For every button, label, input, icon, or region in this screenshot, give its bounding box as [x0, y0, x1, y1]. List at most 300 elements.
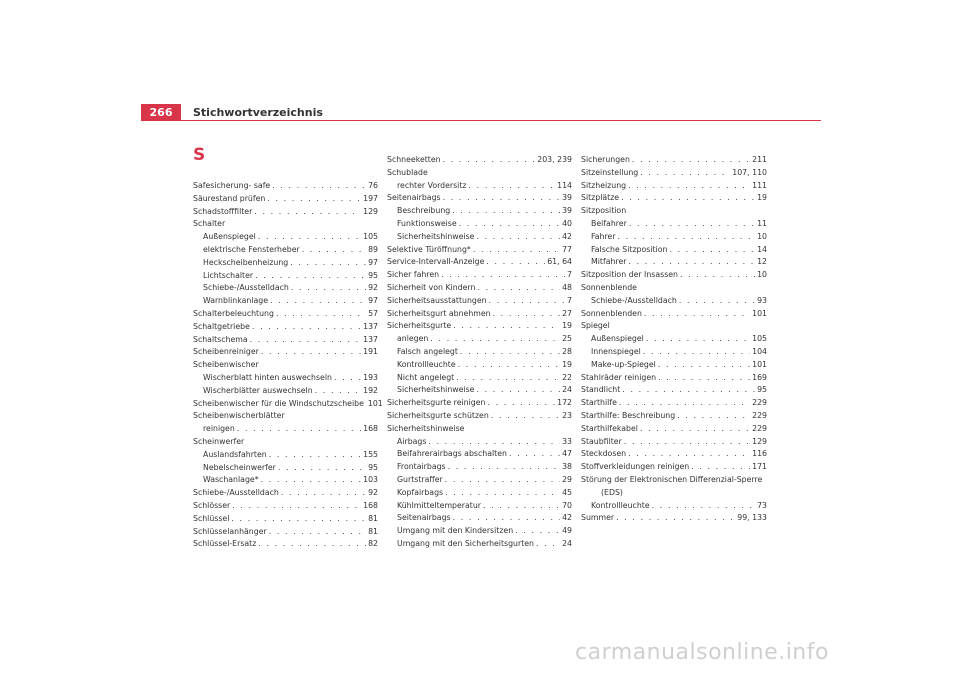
index-entry — [387, 525, 572, 538]
index-page-ref: 211 — [752, 155, 767, 164]
index-page-ref: 10 — [757, 231, 767, 241]
dot-leader — [276, 308, 366, 321]
dot-leader — [669, 244, 755, 257]
index-column-3 — [581, 154, 767, 525]
index-page-ref: 22 — [562, 372, 572, 382]
index-term: Starthilfe — [581, 398, 617, 408]
index-term: Sicherheitsausstattungen — [387, 295, 487, 305]
index-term: Airbags — [397, 436, 427, 446]
index-page-ref: 39 — [562, 206, 572, 216]
index-entry — [581, 256, 767, 269]
index-entry — [581, 244, 767, 257]
index-page-ref: 192 — [363, 385, 378, 395]
index-entry — [193, 346, 378, 359]
dot-leader — [453, 320, 560, 333]
index-entry — [387, 256, 572, 269]
index-page-ref: 95 — [368, 270, 378, 280]
index-term: Mitfahrer — [591, 257, 627, 267]
index-term: Innenspiegel — [591, 346, 641, 356]
index-entry — [387, 372, 572, 385]
dot-leader — [622, 384, 755, 397]
index-page-ref: 229 — [752, 398, 767, 408]
index-term: Beschreibung — [397, 206, 451, 216]
dot-leader — [493, 308, 560, 321]
dot-leader — [448, 461, 560, 474]
index-page-ref: 77 — [562, 244, 572, 254]
dot-leader — [677, 410, 750, 423]
index-entry — [581, 205, 767, 218]
index-entry — [581, 410, 767, 423]
index-entry — [193, 231, 378, 244]
index-entry — [581, 359, 767, 372]
index-page-ref: 101 — [752, 359, 767, 369]
index-entry — [387, 512, 572, 525]
index-term: Kopfairbags — [397, 487, 444, 497]
index-term: Sicherungen — [581, 155, 630, 164]
index-term: Umgang mit den Kindersitzen — [397, 526, 514, 536]
index-term: Lichtschalter — [203, 270, 254, 280]
index-page-ref: 97 — [368, 257, 378, 267]
dot-leader — [619, 397, 750, 410]
dot-leader — [453, 512, 560, 525]
index-entry — [581, 192, 767, 205]
index-entry — [581, 320, 767, 333]
dot-leader — [476, 384, 560, 397]
index-term: Beifahrerairbags abschalten — [397, 449, 507, 459]
index-page-ref: 172 — [557, 398, 572, 408]
dot-leader — [278, 462, 366, 475]
dot-leader — [452, 205, 560, 218]
index-page-ref: 168 — [363, 424, 378, 434]
dot-leader — [458, 359, 560, 372]
index-term: Säurestand prüfen — [193, 193, 266, 203]
index-term: Sicherheitsgurte schützen — [387, 410, 489, 420]
index-page-ref: 73 — [757, 500, 767, 510]
dot-leader — [232, 500, 361, 513]
dot-leader — [270, 295, 366, 308]
dot-leader — [428, 436, 560, 449]
index-entry — [193, 436, 378, 449]
index-page-ref: 169 — [752, 372, 767, 382]
index-entry — [387, 474, 572, 487]
index-entry — [387, 448, 572, 461]
dot-leader — [281, 487, 366, 500]
dot-leader — [658, 372, 750, 385]
index-term: Störung der Elektronischen Differenzial-Sperre — [581, 474, 763, 484]
index-entry — [193, 487, 378, 500]
index-term: Schlüsselanhänger — [193, 526, 267, 536]
dot-leader — [536, 538, 560, 551]
index-page-ref: 28 — [562, 346, 572, 356]
index-term: Make-up-Spiegel — [591, 359, 656, 369]
index-term: Kontrollleuchte — [397, 359, 456, 369]
index-term: (EDS) — [601, 487, 623, 497]
index-page-ref: 7 — [567, 295, 572, 305]
index-term: Waschanlage* — [203, 475, 259, 485]
index-entry — [193, 308, 378, 321]
dot-leader — [640, 167, 730, 180]
index-entry — [193, 500, 378, 513]
index-page-ref: 7 — [567, 270, 572, 280]
index-entry — [193, 538, 378, 551]
index-entry — [581, 308, 767, 321]
index-entry — [387, 346, 572, 359]
index-page-ref: 193 — [363, 372, 378, 382]
index-page-ref: 81 — [368, 526, 378, 536]
index-term: Scheibenreiniger — [193, 347, 259, 357]
index-page-ref: 25 — [562, 334, 572, 344]
index-entry — [193, 372, 378, 385]
index-entry — [581, 218, 767, 231]
index-entry — [193, 334, 378, 347]
index-page-ref: 14 — [757, 244, 767, 254]
index-entry — [387, 295, 572, 308]
index-term: Sitzplätze — [581, 193, 620, 203]
index-entry — [387, 384, 572, 397]
dot-leader — [250, 334, 361, 347]
index-term: Schalterbeleuchtung — [193, 308, 274, 318]
index-term: Außenspiegel — [591, 334, 644, 344]
dot-leader — [441, 269, 565, 282]
index-entry — [387, 167, 572, 180]
index-term: Falsche Sitzposition — [591, 244, 668, 254]
section-letter: S — [193, 145, 206, 165]
index-term: Schlüssel — [193, 513, 230, 523]
index-term: Schiebe-/Ausstelldach — [591, 295, 677, 305]
index-term: Außenspiegel — [203, 232, 256, 242]
dot-leader — [483, 500, 560, 513]
index-term: Schlösser — [193, 500, 231, 510]
index-entry — [387, 244, 572, 257]
index-page-ref: 48 — [562, 282, 572, 292]
index-entry — [387, 320, 572, 333]
dot-leader — [261, 474, 362, 487]
index-entry — [581, 333, 767, 346]
index-entry — [193, 218, 378, 231]
index-page-ref: 61, 64 — [547, 257, 572, 267]
index-page-ref: 105 — [363, 232, 378, 242]
index-entry — [387, 410, 572, 423]
index-term: Scheibenwischerblätter — [193, 411, 285, 421]
index-page-ref: 103 — [363, 475, 378, 485]
index-page-ref: 111 — [752, 180, 767, 190]
index-term: Schadstofffilter — [193, 206, 253, 216]
index-entry — [193, 474, 378, 487]
index-entry — [193, 206, 378, 219]
index-term: Sicherheitshinweise — [397, 231, 475, 241]
index-page-ref: 191 — [363, 347, 378, 357]
dot-leader — [237, 423, 361, 436]
index-page-ref: 95 — [757, 385, 767, 395]
index-page-ref: 10 — [757, 270, 767, 280]
index-entry — [193, 321, 378, 334]
index-page-ref: 99, 133 — [737, 513, 767, 523]
index-term: Auslandsfahrten — [203, 449, 267, 459]
dot-leader — [290, 257, 366, 270]
index-page-ref: 19 — [757, 193, 767, 203]
index-term: Starthilfe: Beschreibung — [581, 410, 676, 420]
index-term: Seitenairbags — [397, 513, 451, 523]
dot-leader — [315, 385, 361, 398]
dot-leader — [430, 333, 560, 346]
index-page-ref: 23 — [562, 410, 572, 420]
index-page-ref: 203, 239 — [537, 155, 572, 164]
index-term: Sitzheizung — [581, 180, 627, 190]
index-page-ref: 104 — [752, 346, 767, 356]
index-term: Sicherheitsgurte reinigen — [387, 398, 486, 408]
dot-leader — [628, 180, 750, 193]
index-page-ref: 137 — [363, 321, 378, 331]
index-page-ref: 168 — [363, 500, 378, 510]
dot-leader — [272, 180, 366, 193]
index-entry — [387, 333, 572, 346]
index-entry — [193, 462, 378, 475]
dot-leader — [443, 154, 536, 167]
index-page-ref: 70 — [562, 500, 572, 510]
index-page-ref: 97 — [368, 296, 378, 306]
dot-leader — [515, 525, 560, 538]
index-term: Scheibenwischer — [193, 360, 259, 370]
index-entry — [193, 295, 378, 308]
header-divider — [141, 120, 821, 121]
index-term: Service-Intervall-Anzeige — [387, 257, 485, 267]
dot-leader — [456, 372, 560, 385]
index-entry — [581, 372, 767, 385]
index-term: Schiebe-/Ausstelldach — [203, 283, 289, 293]
index-page-ref: 129 — [363, 206, 378, 216]
dot-leader — [643, 346, 750, 359]
index-page-ref: 129 — [752, 436, 767, 446]
index-page-ref: 76 — [368, 181, 378, 190]
index-page-ref: 24 — [562, 385, 572, 395]
dot-leader — [680, 269, 755, 282]
index-page-ref: 81 — [368, 513, 378, 523]
index-page-ref: 47 — [562, 449, 572, 459]
dot-leader — [621, 192, 755, 205]
index-page-ref: 33 — [562, 436, 572, 446]
index-page-ref: 105 — [752, 334, 767, 344]
index-entry — [581, 231, 767, 244]
dot-leader — [443, 192, 560, 205]
dot-leader — [679, 295, 755, 308]
dot-leader — [460, 346, 560, 359]
index-entry — [193, 449, 378, 462]
index-term: Schalter — [193, 219, 226, 229]
dot-leader — [646, 333, 750, 346]
index-term: Nicht angelegt — [397, 372, 455, 382]
dot-leader — [302, 244, 366, 257]
dot-leader — [291, 282, 366, 295]
index-entry — [581, 436, 767, 449]
dot-leader — [473, 244, 560, 257]
index-term: Safesicherung- safe — [193, 181, 271, 190]
index-entry — [387, 282, 572, 295]
dot-leader — [618, 231, 756, 244]
dot-leader — [231, 513, 366, 526]
index-entry — [581, 500, 767, 513]
index-entry — [193, 410, 378, 423]
index-term: Sitzposition — [581, 206, 627, 216]
index-entry — [193, 270, 378, 283]
dot-leader — [477, 282, 560, 295]
index-page-ref: 229 — [752, 423, 767, 433]
index-term: Summer — [581, 513, 615, 523]
index-term: Sicherheitsgurte — [387, 321, 452, 331]
index-entry — [387, 205, 572, 218]
page-title: Stichwortverzeichnis — [193, 106, 323, 119]
dot-leader — [255, 270, 366, 283]
index-term: Heckscheibenheizung — [203, 257, 289, 267]
dot-leader — [616, 512, 735, 525]
index-page-ref: 19 — [562, 359, 572, 369]
index-entry — [581, 461, 767, 474]
index-entry — [581, 154, 767, 167]
index-term: Spiegel — [581, 321, 610, 331]
index-entry — [193, 398, 383, 411]
index-page-ref: 27 — [562, 308, 572, 318]
index-term: Warnblinkanlage — [203, 296, 269, 306]
watermark: carmanualsonline.info — [575, 640, 829, 665]
index-term: Sitzposition der Insassen — [581, 270, 679, 280]
index-term: Scheibenwischer für die Windschutzscheibe — [193, 398, 364, 408]
index-entry — [581, 448, 767, 461]
dot-leader — [269, 449, 361, 462]
index-term: Sitzeinstellung — [581, 167, 639, 177]
index-term: Sicherheitsgurt abnehmen — [387, 308, 491, 318]
index-entry — [581, 269, 767, 282]
index-entry — [193, 282, 378, 295]
dot-leader — [334, 372, 361, 385]
index-entry — [581, 180, 767, 193]
index-page-ref: 45 — [562, 487, 572, 497]
dot-leader — [258, 538, 366, 551]
dot-leader — [632, 154, 750, 167]
dot-leader — [644, 308, 750, 321]
index-page-ref: 101 — [752, 308, 767, 318]
index-page-ref: 171 — [752, 462, 767, 472]
index-page-ref: 107, 110 — [732, 167, 767, 177]
index-page-ref: 116 — [752, 449, 767, 459]
index-term: Sicher fahren — [387, 270, 440, 280]
index-term: Wischerblatt hinten auswechseln — [203, 372, 332, 382]
index-entry — [387, 218, 572, 231]
dot-leader — [629, 218, 755, 231]
index-term: Sicherheitshinweise — [387, 423, 465, 433]
index-term: Standlicht — [581, 385, 621, 395]
index-term: Kühlmitteltemperatur — [397, 500, 481, 510]
dot-leader — [658, 359, 750, 372]
index-entry — [193, 359, 378, 372]
index-entry — [193, 513, 378, 526]
index-term: Fahrer — [591, 231, 616, 241]
dot-leader — [486, 256, 545, 269]
index-page-ref: 137 — [363, 334, 378, 344]
index-page-ref: 82 — [368, 539, 378, 549]
index-term: Beifahrer — [591, 218, 627, 228]
index-page-ref: 95 — [368, 462, 378, 472]
index-page-ref: 114 — [557, 180, 572, 190]
index-entry — [193, 526, 378, 539]
index-entry — [193, 385, 378, 398]
index-entry — [387, 308, 572, 321]
dot-leader — [261, 346, 361, 359]
index-term: Scheinwerfer — [193, 436, 245, 446]
index-term: Schaltgetriebe — [193, 321, 250, 331]
index-term: Sonnenblende — [581, 282, 637, 292]
index-column-2 — [387, 154, 572, 551]
index-entry — [193, 180, 378, 193]
dot-leader — [640, 423, 750, 436]
index-entry — [387, 461, 572, 474]
index-page-ref: 38 — [562, 462, 572, 472]
index-entry — [581, 295, 767, 308]
index-term: reinigen — [203, 424, 235, 434]
index-term: Selektive Türöffnung* — [387, 244, 471, 254]
index-entry — [387, 436, 572, 449]
index-entry — [387, 192, 572, 205]
index-entry — [193, 244, 378, 257]
index-page-ref: 29 — [562, 474, 572, 484]
index-entry — [387, 538, 572, 551]
index-page-ref: 24 — [562, 538, 572, 548]
index-term: rechter Vordersitz — [397, 180, 467, 190]
dot-leader — [628, 448, 750, 461]
index-page-ref: 11 — [757, 218, 767, 228]
index-page-ref: 197 — [363, 193, 378, 203]
index-term: Kontrollleuchte — [591, 500, 650, 510]
index-term: Schiebe-/Ausstelldach — [193, 488, 279, 498]
index-page-ref: 49 — [562, 526, 572, 536]
index-page-ref: 155 — [363, 449, 378, 459]
index-term: Schublade — [387, 167, 428, 177]
index-entry — [193, 193, 378, 206]
index-page-ref: 229 — [752, 410, 767, 420]
index-entry — [387, 487, 572, 500]
index-entry — [581, 397, 767, 410]
index-entry — [387, 231, 572, 244]
index-page-ref: 92 — [368, 283, 378, 293]
index-entry — [193, 423, 378, 436]
index-entry — [581, 512, 767, 525]
index-term: Gurtstraffer — [397, 474, 443, 484]
index-entry — [387, 500, 572, 513]
index-entry — [581, 474, 767, 487]
index-page-ref: 101 — [367, 398, 383, 408]
index-term: Stahlräder reinigen — [581, 372, 657, 382]
index-entry — [387, 154, 572, 167]
index-term: Sonnenblenden — [581, 308, 642, 318]
index-page-ref: 93 — [757, 295, 767, 305]
index-entry — [387, 423, 572, 436]
index-entry — [387, 359, 572, 372]
dot-leader — [254, 206, 361, 219]
index-term: Umgang mit den Sicherheitsgurten — [397, 538, 534, 548]
index-entry — [193, 257, 378, 270]
index-term: Starthilfekabel — [581, 423, 638, 433]
index-column-1 — [193, 180, 383, 551]
index-term: Schlüssel-Ersatz — [193, 539, 257, 549]
index-entry — [581, 282, 767, 295]
index-page-ref: 89 — [368, 244, 378, 254]
dot-leader — [445, 474, 560, 487]
index-term: anlegen — [397, 334, 429, 344]
index-term: Frontairbags — [397, 462, 446, 472]
dot-leader — [691, 461, 750, 474]
dot-leader — [509, 448, 560, 461]
dot-leader — [624, 436, 750, 449]
index-term: Sicherheitshinweise — [397, 385, 475, 395]
index-term: Sicherheit von Kindern — [387, 282, 476, 292]
